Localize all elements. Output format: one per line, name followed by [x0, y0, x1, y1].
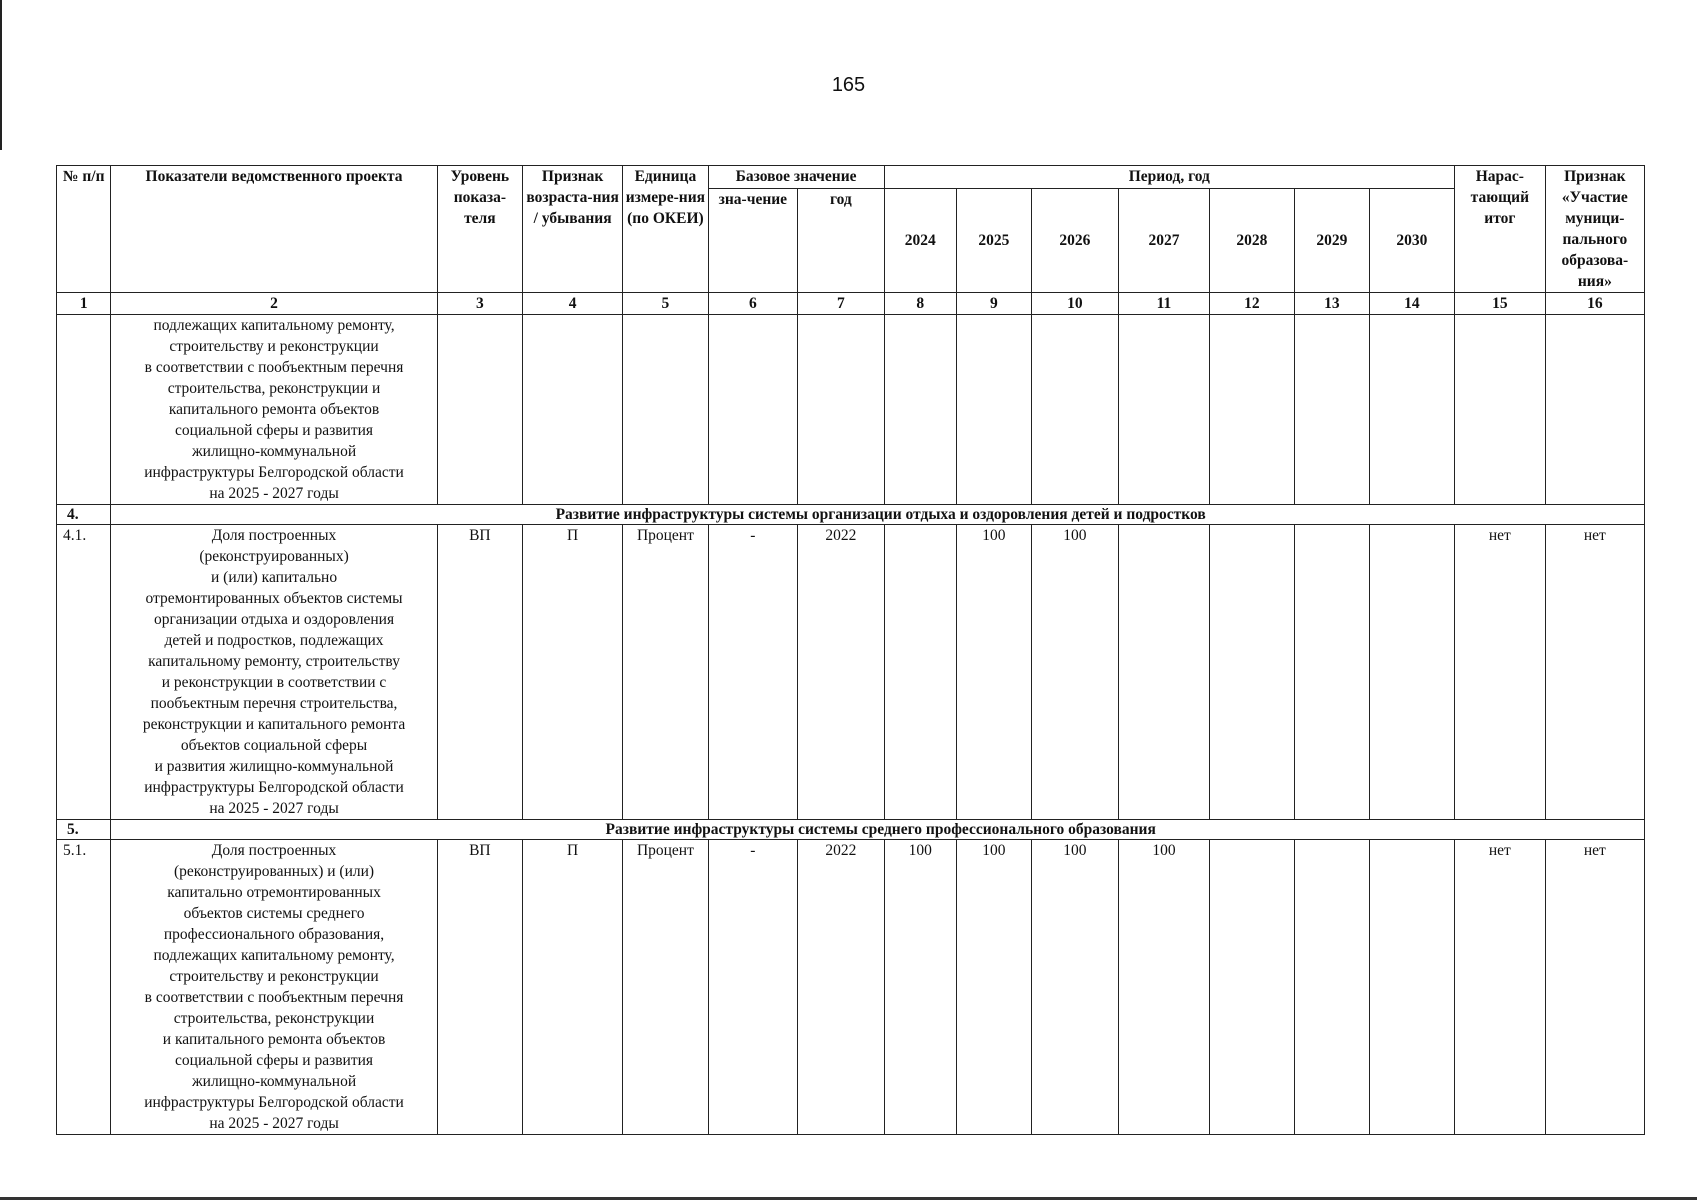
value-2026: 100: [1031, 840, 1118, 1135]
section-row: [57, 505, 1645, 525]
indicator-name: Доля построенных (реконструированных) и (или) капитально отремонтированных объектов системы среднего профессионального образования, подлежащих капитальному ремонту, строительству и реконструкции в соответствии с пообъектным перечня строительства, реконструкции и капитального ремонта объектов социальной сферы и развития жилищно-коммунальной инфраструктуры Белгородской области на 2025 - 2027 годы: [111, 840, 437, 1135]
cell-empty: [1369, 315, 1454, 505]
value-2027: [1119, 525, 1210, 820]
header-cumulative: Нарас-тающий итог: [1455, 166, 1546, 293]
value-2028: [1209, 840, 1294, 1135]
column-number: 11: [1119, 293, 1210, 315]
header-level: Уровень показа-теля: [437, 166, 522, 293]
column-number: 10: [1031, 293, 1118, 315]
value-2027: 100: [1119, 840, 1210, 1135]
continuation-text: подлежащих капитальному ремонту, строительству и реконструкции в соответствии с пообъектным перечня строительства, реконструкции и капитального ремонта объектов социальной сферы и развития жилищно-коммунальной инфраструктуры Белгородской области на 2025 - 2027 годы: [111, 315, 437, 505]
cell-empty: [437, 315, 522, 505]
base-year: 2022: [798, 525, 884, 820]
continuation-row: [57, 315, 1645, 505]
header-unit: Единица измере-ния (по ОКЕИ): [623, 166, 708, 293]
cumulative: нет: [1455, 840, 1546, 1135]
column-number: 12: [1209, 293, 1294, 315]
value-2029: [1295, 525, 1370, 820]
cell-empty: [1295, 315, 1370, 505]
header-year-2030: 2030: [1369, 188, 1454, 292]
cell-empty: [623, 315, 708, 505]
cell-empty: [57, 315, 111, 505]
value-2026: 100: [1031, 525, 1118, 820]
header-base-year: год: [798, 188, 884, 292]
header-indicator: Показатели ведомственного проекта: [111, 166, 437, 293]
municipal-participation: нет: [1545, 525, 1644, 820]
row-number: 4.1.: [57, 525, 111, 820]
indicator-trend: П: [523, 840, 623, 1135]
column-number: 13: [1295, 293, 1370, 315]
header-municipal: Признак «Участие муници-пального образова-ния»: [1545, 166, 1644, 293]
value-2025: 100: [957, 840, 1032, 1135]
indicator-trend: П: [523, 525, 623, 820]
indicator-level: ВП: [437, 525, 522, 820]
cell-empty: [957, 315, 1032, 505]
value-2030: [1369, 525, 1454, 820]
header-trend: Признак возраста-ния / убывания: [523, 166, 623, 293]
base-value: -: [708, 525, 798, 820]
column-number: 2: [111, 293, 437, 315]
column-number: 5: [623, 293, 708, 315]
header-period: Период, год: [884, 166, 1455, 189]
header-year-2025: 2025: [957, 188, 1032, 292]
cell-empty: [1031, 315, 1118, 505]
page-number: 165: [831, 74, 866, 96]
table-row: [57, 525, 1645, 820]
column-number: 9: [957, 293, 1032, 315]
value-2028: [1209, 525, 1294, 820]
indicator-unit: Процент: [623, 840, 708, 1135]
header-number: № п/п: [57, 166, 111, 293]
header-base: Базовое значение: [708, 166, 884, 189]
cell-empty: [708, 315, 798, 505]
section-title: Развитие инфраструктуры системы среднего профессионального образования: [111, 820, 1645, 840]
cell-empty: [798, 315, 884, 505]
column-numbers-row: [57, 293, 1645, 315]
municipal-participation: нет: [1545, 840, 1644, 1135]
header-year-2026: 2026: [1031, 188, 1118, 292]
header-year-2029: 2029: [1295, 188, 1370, 292]
column-number: 6: [708, 293, 798, 315]
value-2024: 100: [884, 840, 957, 1135]
cell-empty: [1119, 315, 1210, 505]
cell-empty: [884, 315, 957, 505]
row-number: 5.1.: [57, 840, 111, 1135]
cell-empty: [1455, 315, 1546, 505]
header-year-2028: 2028: [1209, 188, 1294, 292]
column-number: 7: [798, 293, 884, 315]
value-2025: 100: [957, 525, 1032, 820]
section-number: 5.: [57, 820, 111, 840]
value-2029: [1295, 840, 1370, 1135]
header-base-value: зна-чение: [708, 188, 798, 292]
section-number: 4.: [57, 505, 111, 525]
cell-empty: [1209, 315, 1294, 505]
indicators-table: [56, 165, 1645, 1135]
column-number: 15: [1455, 293, 1546, 315]
table-row: [57, 840, 1645, 1135]
indicator-level: ВП: [437, 840, 522, 1135]
header-year-2024: 2024: [884, 188, 957, 292]
indicator-name: Доля построенных (реконструированных) и (или) капитально отремонтированных объектов системы организации отдыха и оздоровления детей и подростков, подлежащих капитальному ремонту, строительству и реконструкции в соответствии с пообъектным перечня строительства, реконструкции и капитального ремонта объектов социальной сферы и развития жилищно-коммунальной инфраструктуры Белгородской области на 2025 - 2027 годы: [111, 525, 437, 820]
column-number: 8: [884, 293, 957, 315]
base-value: -: [708, 840, 798, 1135]
column-number: 16: [1545, 293, 1644, 315]
cumulative: нет: [1455, 525, 1546, 820]
column-number: 14: [1369, 293, 1454, 315]
cell-empty: [523, 315, 623, 505]
value-2024: [884, 525, 957, 820]
value-2030: [1369, 840, 1454, 1135]
indicator-unit: Процент: [623, 525, 708, 820]
column-number: 4: [523, 293, 623, 315]
column-number: 3: [437, 293, 522, 315]
column-number: 1: [57, 293, 111, 315]
section-row: [57, 820, 1645, 840]
base-year: 2022: [798, 840, 884, 1135]
cell-empty: [1545, 315, 1644, 505]
table-header-row: [57, 166, 1645, 189]
section-title: Развитие инфраструктуры системы организации отдыха и оздоровления детей и подростков: [111, 505, 1645, 525]
header-year-2027: 2027: [1119, 188, 1210, 292]
